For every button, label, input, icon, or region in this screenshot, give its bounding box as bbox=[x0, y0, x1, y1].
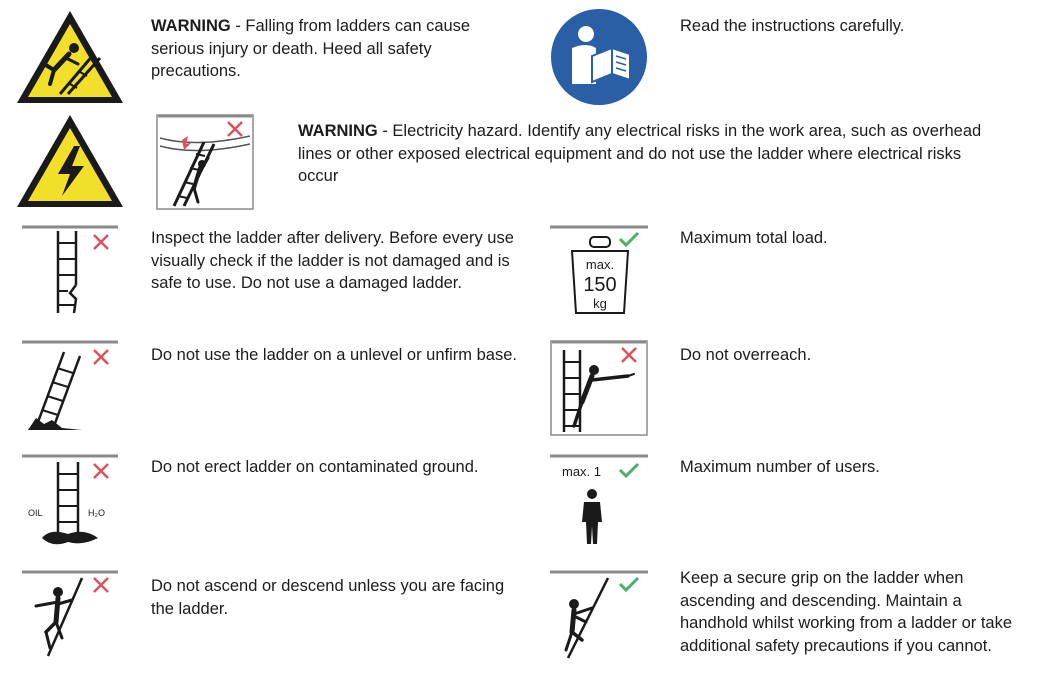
overreach-text: Do not overreach. bbox=[680, 346, 812, 364]
svg-text:max. 1: max. 1 bbox=[562, 464, 602, 479]
unlevel-base-icon bbox=[22, 340, 118, 432]
electricity-warning-text: WARNING - Electricity hazard. Identify any electrical risks in the work area, such as overhead lines or other exposed electrical equipment and do not use the ladder where electrical risks occur bbox=[298, 122, 982, 185]
contaminated-ground-icon bbox=[22, 454, 118, 548]
facing-ladder-text: Do not ascend or descend unless you are facing the ladder. bbox=[151, 577, 505, 618]
fall-warning-text: WARNING - Falling from ladders can cause serious injury or death. Heed all safety precautions. bbox=[151, 17, 471, 80]
max-users-icon bbox=[550, 454, 648, 548]
max-load-weight-icon bbox=[550, 225, 648, 317]
facing-ladder-icon bbox=[22, 570, 118, 660]
secure-grip-icon bbox=[550, 570, 648, 660]
contaminated-ground-text: Do not erect ladder on contaminated ground. bbox=[151, 458, 479, 476]
damaged-ladder-icon bbox=[22, 225, 118, 317]
svg-text:kg: kg bbox=[593, 296, 607, 311]
read-instructions-icon bbox=[550, 8, 648, 106]
svg-text:max.: max. bbox=[585, 257, 615, 272]
read-instructions-text: Read the instructions carefully. bbox=[680, 17, 905, 35]
overreach-icon bbox=[550, 340, 648, 436]
max-users-text: Maximum number of users. bbox=[680, 458, 880, 476]
svg-text:150: 150 bbox=[583, 274, 617, 296]
unlevel-base-text: Do not use the ladder on a unlevel or unfirm base. bbox=[151, 346, 517, 364]
max-load-text: Maximum total load. bbox=[680, 229, 828, 247]
overhead-lines-icon bbox=[156, 114, 254, 210]
secure-grip-text: Keep a secure grip on the ladder when ascending and descending. Maintain a handhold whilst working from a ladder or take additional safety precautions if you cannot. bbox=[680, 569, 1013, 655]
svg-text:OIL: OIL bbox=[28, 508, 43, 518]
electricity-hazard-warning-icon bbox=[14, 112, 126, 210]
svg-text:H₂O: H₂O bbox=[88, 508, 105, 518]
damaged-ladder-text: Inspect the ladder after delivery. Before every use visually check if the ladder is not damaged and is safe to use. Do not use a damaged ladder. bbox=[151, 229, 514, 292]
fall-hazard-warning-icon bbox=[14, 8, 126, 106]
